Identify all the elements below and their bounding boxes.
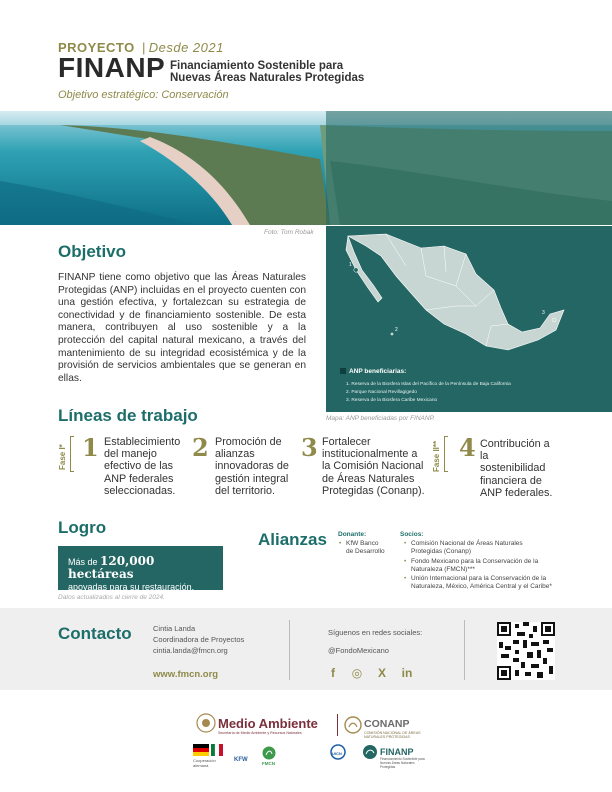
footer-divider [337, 714, 338, 736]
partner-line: • Unión Internacional para la Conservación de la [411, 575, 547, 582]
photo-credit: Foto: Tom Robak [264, 229, 314, 236]
map-marker-1: 1 [349, 262, 352, 268]
line-number-4: 4 [459, 433, 476, 462]
partner-item [411, 575, 552, 591]
project-acronym: FINANP [58, 52, 166, 83]
facebook-icon[interactable]: f [331, 666, 335, 680]
line-text-1 [104, 436, 180, 497]
partner-item [411, 558, 538, 574]
objetivo-title: Objetivo [58, 242, 127, 261]
line-text-row: del manejo [104, 448, 157, 461]
map-caption: Mapa: ANP beneficiadas por FINANP. [326, 415, 435, 422]
line-text-row: ANP federales. [480, 486, 553, 499]
contact-email[interactable]: cintia.landa@fmcn.org [153, 646, 228, 655]
project-full-name [170, 60, 400, 84]
line-text-row: Contribución a [480, 438, 550, 450]
contacto-title: Contacto [58, 624, 132, 643]
legend-title-text: ANP beneficiarias: [349, 368, 407, 375]
partner-line: Protegidas (Conanp) [411, 548, 471, 555]
logro-box [58, 546, 223, 590]
line-text-row: alianzas [215, 448, 255, 461]
donor-label: Donante: [338, 531, 367, 538]
header-separator: | [141, 40, 146, 55]
donor-item [346, 540, 385, 556]
donor-line: • KfW Banco [346, 540, 379, 547]
conanp-subtitle: COMISIÓN NACIONAL DE ÁREAS NATURALES PROTEGIDAS [364, 731, 421, 739]
linkedin-icon[interactable]: in [401, 666, 413, 680]
finanp-footer-subtitle: Financiamiento Sostenible para Nuevas Áreas Naturales Protegidas [380, 757, 425, 769]
objetivo-text: FINANP tiene como objetivo que las Áreas Naturales Protegidas (ANP) incluidas en el proyecto cuenten con una gestión efectiva, y fortalezcan su estrategia de conectividad y de financiamiento sostenible. De esta manera, contribuyen al uso sostenible y a la protección del capital natural mexicano, a través del mantenimiento de su integridad ecosistémica y de la provisión de servicios ambientales que se generan en ellas. [58, 272, 306, 384]
finanp-footer-logo: FINANP [380, 747, 414, 757]
medio-ambiente-logo: Medio Ambiente [218, 716, 318, 731]
line-text-row: del territorio. [215, 484, 276, 497]
line-text-row: ANP federales [104, 472, 174, 485]
social-title: Síguenos en redes sociales: [328, 628, 423, 637]
donor-line: de Desarrollo [346, 548, 385, 555]
project-word: PROYECTO [58, 40, 135, 55]
logro-prefix: Más de [68, 557, 98, 567]
social-handle[interactable]: @FondoMexicano [328, 646, 389, 655]
line-text-3 [322, 436, 425, 497]
line-text-row: seleccionadas. [104, 484, 176, 497]
line-text-row: efectivo de las [104, 460, 174, 473]
legend-item: 3. Reserva de la Biosfera Caribe Mexicano [346, 398, 438, 403]
line-text-row: Fortalecer [322, 436, 371, 448]
qr-code-icon[interactable] [497, 622, 555, 680]
full-name-line1: Financiamiento Sostenible para [170, 60, 344, 72]
legend-swatch [340, 368, 346, 374]
fmcn-emblem-icon [262, 746, 276, 760]
line-number-2: 2 [192, 433, 209, 462]
partner-line: Naturaleza, México, América Central y el Caribe* [411, 583, 552, 590]
line-text-row: gestión integral [215, 472, 289, 485]
legend-item: 2. Parque Nacional Revillagigedo [346, 390, 417, 395]
kfw-logo: KFW [234, 757, 248, 763]
x-icon[interactable]: X [377, 666, 386, 680]
alianzas-title: Alianzas [258, 530, 327, 549]
line-text-row: la Comisión Nacional [322, 460, 424, 473]
cooperation-label: Cooperación alemana [193, 758, 216, 768]
conanp-logo: CONANP [364, 718, 410, 730]
legend-item: 1. Reserva de la Biosfera Islas del Pacífico de la Península de Baja California [346, 382, 511, 387]
hero-image [0, 111, 612, 225]
medio-ambiente-emblem-icon [196, 712, 216, 734]
partner-line: • Fondo Mexicano para la Conservación de la [411, 558, 539, 565]
line-text-row: Establecimiento [104, 436, 181, 448]
uicn-logo: UICN [332, 751, 342, 756]
line-text-row: Protegidas (Conanp). [322, 484, 425, 497]
line-text-2 [215, 436, 289, 497]
phase-1-bracket [70, 436, 74, 472]
phase-1-tab: Fase I* [58, 444, 67, 470]
line-number-1: 1 [82, 433, 99, 462]
line-text-row: innovadoras de [215, 460, 289, 473]
partner-line: • Comisión Nacional de Áreas Naturales [411, 540, 523, 547]
line-text-row: sostenibilidad [480, 462, 546, 475]
instagram-icon[interactable]: ◎ [351, 666, 363, 680]
logro-note: Datos actualizados al cierre de 2024. [58, 594, 165, 601]
medio-ambiente-subtitle: Secretaría de Medio Ambiente y Recursos Naturales [218, 731, 302, 735]
full-name-line2: Nuevas Áreas Naturales Protegidas [170, 72, 365, 84]
divider [289, 620, 290, 680]
logro-suffix: apoyadas para su restauración. [68, 582, 195, 592]
partner-item [411, 540, 523, 556]
line-text-row: la [480, 450, 489, 463]
partner-line: Naturaleza (FMCN)*** [411, 566, 475, 573]
contact-role: Coordinadora de Proyectos [153, 635, 245, 644]
line-text-row: de Áreas Naturales [322, 472, 415, 485]
logro-title: Logro [58, 518, 107, 537]
contact-name: Cintia Landa [153, 624, 196, 633]
website-link[interactable]: www.fmcn.org [153, 669, 219, 680]
divider [464, 620, 465, 680]
contact-details [153, 623, 244, 656]
german-cooperation-flag-icon [193, 744, 223, 756]
logro-highlight: 120,000 hectáreas [68, 554, 155, 581]
conanp-emblem-icon [344, 716, 362, 734]
line-text-row: institucionalmente a [322, 448, 418, 461]
since-year: Desde 2021 [148, 40, 224, 55]
phase-2-bracket [444, 436, 448, 472]
map-marker-2: 2 [395, 327, 398, 333]
lineas-title: Líneas de trabajo [58, 406, 198, 425]
line-number-3: 3 [301, 433, 318, 462]
line-text-row: financiera de [480, 474, 542, 487]
finanp-emblem-icon [362, 744, 378, 760]
map-marker-3: 3 [542, 310, 545, 316]
line-text-row: Promoción de [215, 436, 282, 448]
map-legend-title [340, 368, 406, 375]
phase-2-tab: Fase II** [432, 440, 441, 472]
line-text-4 [480, 438, 552, 499]
strategic-objective: Objetivo estratégico: Conservación [58, 89, 229, 101]
partners-label: Socios: [400, 531, 424, 538]
fmcn-logo: FMCN [262, 761, 275, 766]
